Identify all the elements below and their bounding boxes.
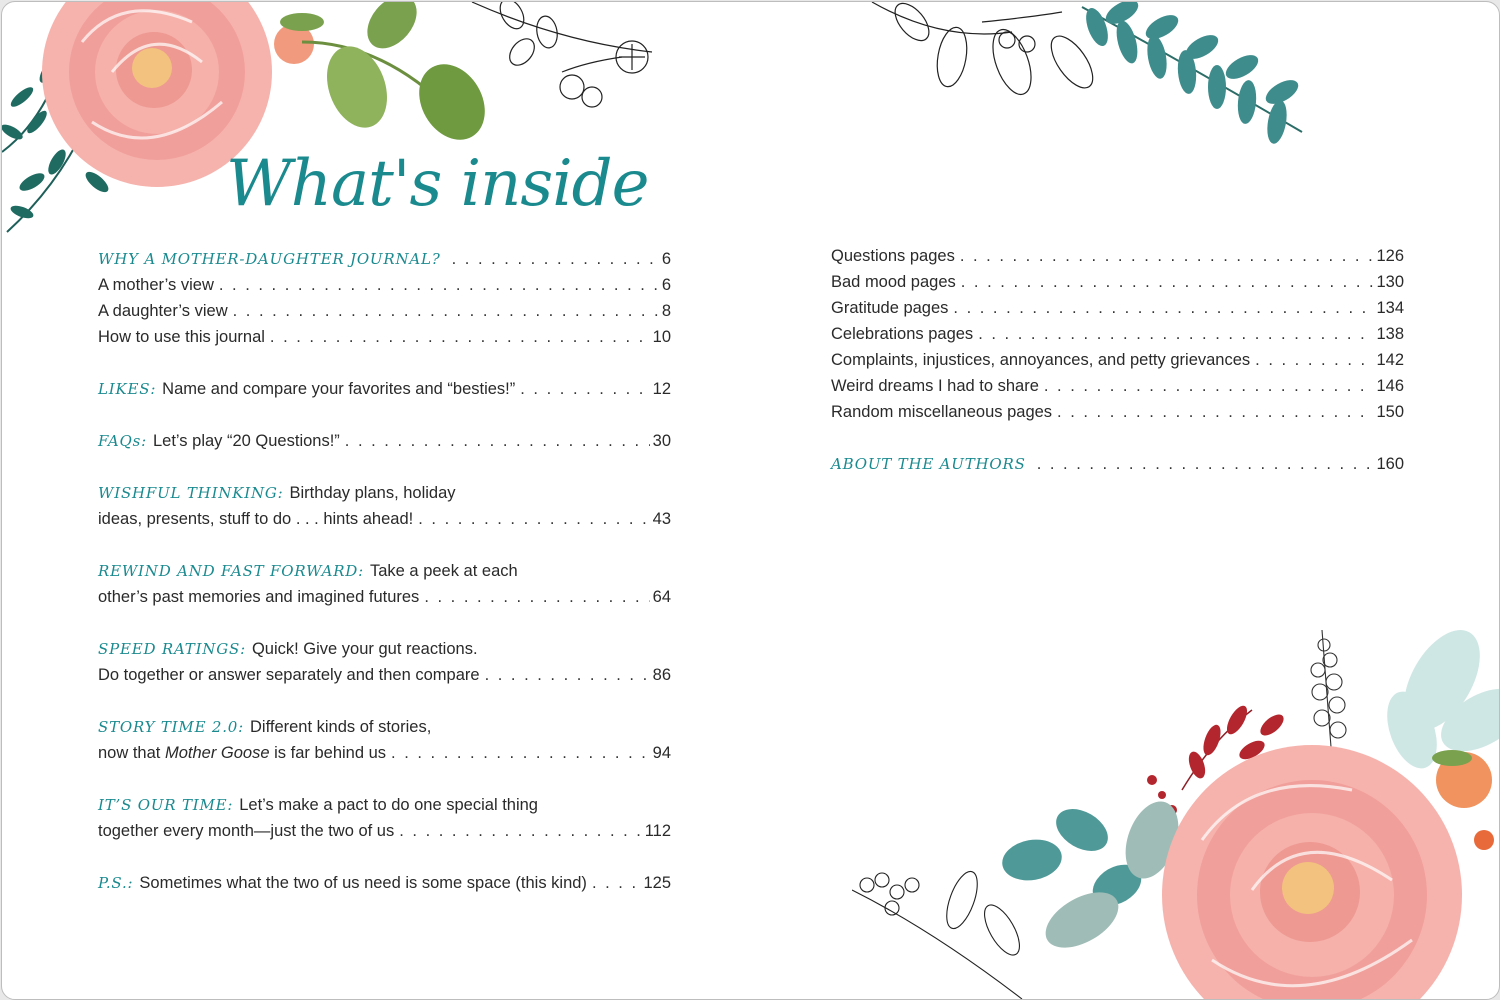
toc-text: is far behind us <box>274 744 387 762</box>
toc-page-number: 64 <box>652 588 671 606</box>
toc-text: Quick! Give your gut reactions. <box>251 640 478 658</box>
toc-page-number: 125 <box>643 874 671 892</box>
toc-entry <box>98 272 671 298</box>
dot-leader <box>960 243 1374 269</box>
toc-text: Celebrations pages <box>831 325 974 343</box>
left-page <box>2 2 752 999</box>
toc-page-number: 43 <box>652 510 671 528</box>
toc-page-number: 94 <box>652 744 671 762</box>
toc-entry <box>98 246 671 272</box>
toc-text: now that <box>98 744 161 762</box>
toc-left-column <box>98 246 671 896</box>
toc-heading: STORY TIME 2.0: <box>98 718 244 736</box>
toc-entry <box>98 376 671 402</box>
dot-leader <box>520 376 649 402</box>
toc-page-number: 12 <box>652 380 671 398</box>
toc-entry <box>831 295 1404 321</box>
dot-leader <box>391 740 650 766</box>
toc-page-number: 86 <box>652 666 671 684</box>
toc-entry <box>98 324 671 350</box>
toc-entry <box>98 298 671 324</box>
toc-text: together every month—just the two of us <box>98 822 395 840</box>
book-spread <box>1 1 1500 1000</box>
toc-text: Let’s make a pact to do one special thing <box>239 796 538 814</box>
toc-text: How to use this journal <box>98 328 265 346</box>
toc-heading: FAQs: <box>98 432 147 450</box>
dot-leader <box>1037 451 1374 477</box>
dot-leader <box>978 321 1373 347</box>
toc-text: Let’s play “20 Questions!” <box>153 432 340 450</box>
toc-text: Questions pages <box>831 247 955 265</box>
toc-page-number: 112 <box>644 822 671 840</box>
toc-text: Sometimes what the two of us need is some space (this kind) <box>139 874 587 892</box>
toc-heading: SPEED RATINGS: <box>98 640 246 658</box>
toc-entry <box>831 373 1404 399</box>
toc-text: A mother’s view <box>98 276 214 294</box>
dot-leader <box>592 870 641 896</box>
toc-page-number: 138 <box>1376 325 1404 343</box>
dot-leader <box>1057 399 1373 425</box>
toc-page-number: 160 <box>1376 455 1404 473</box>
toc-entry <box>831 269 1404 295</box>
toc-heading: ABOUT THE AUTHORS <box>831 455 1026 473</box>
right-page <box>752 2 1499 999</box>
toc-text: Name and compare your favorites and “besties!” <box>162 380 516 398</box>
toc-entry <box>98 636 671 688</box>
dot-leader <box>424 584 649 610</box>
toc-heading: IT’S OUR TIME: <box>98 796 234 814</box>
top-right-foliage-icon <box>862 2 1322 172</box>
toc-entry <box>98 714 671 766</box>
toc-page-number: 30 <box>652 432 671 450</box>
dot-leader <box>961 269 1374 295</box>
dot-leader <box>452 246 659 272</box>
toc-heading: REWIND AND FAST FORWARD: <box>98 562 364 580</box>
toc-text: Gratitude pages <box>831 299 949 317</box>
toc-entry <box>98 428 671 454</box>
toc-text: Different kinds of stories, <box>250 718 432 736</box>
toc-entry <box>831 321 1404 347</box>
dot-leader <box>953 295 1373 321</box>
toc-page-number: 142 <box>1376 351 1404 369</box>
toc-entry <box>831 451 1404 477</box>
toc-entry <box>98 792 671 844</box>
toc-text: Take a peek at each <box>370 562 518 580</box>
toc-page-number: 130 <box>1376 273 1404 291</box>
toc-page-number: 8 <box>661 302 671 320</box>
toc-page-number: 150 <box>1376 403 1404 421</box>
toc-page-number: 6 <box>661 276 671 294</box>
toc-text: ideas, presents, stuff to do . . . hints ahead! <box>98 510 414 528</box>
toc-entry <box>831 347 1404 373</box>
toc-text: Bad mood pages <box>831 273 956 291</box>
toc-text: Weird dreams I had to share <box>831 377 1039 395</box>
dot-leader <box>418 506 649 532</box>
dot-leader <box>219 272 659 298</box>
toc-text: other’s past memories and imagined futures <box>98 588 420 606</box>
toc-entry <box>98 558 671 610</box>
toc-text: A daughter’s view <box>98 302 228 320</box>
toc-heading: P.S.: <box>98 874 134 892</box>
toc-entry <box>98 480 671 532</box>
toc-entry <box>831 243 1404 269</box>
toc-heading: WISHFUL THINKING: <box>98 484 284 502</box>
toc-text-italic: Mother Goose <box>164 744 270 762</box>
dot-leader <box>270 324 650 350</box>
dot-leader <box>399 818 641 844</box>
toc-page-number: 6 <box>661 250 671 268</box>
page-title: What's inside <box>226 147 649 221</box>
toc-text: Complaints, injustices, annoyances, and petty grievances <box>831 351 1251 369</box>
toc-heading: LIKES: <box>98 380 157 398</box>
toc-text: Random miscellaneous pages <box>831 403 1053 421</box>
toc-text: Do together or answer separately and then compare <box>98 666 480 684</box>
toc-text: Birthday plans, holiday <box>289 484 456 502</box>
toc-page-number: 126 <box>1376 247 1404 265</box>
dot-leader <box>485 662 650 688</box>
bottom-right-floral-icon <box>852 630 1499 999</box>
toc-page-number: 146 <box>1376 377 1404 395</box>
toc-heading: WHY A MOTHER-DAUGHTER JOURNAL? <box>98 250 441 268</box>
toc-entry <box>831 399 1404 425</box>
dot-leader <box>233 298 659 324</box>
toc-entry <box>98 870 671 896</box>
dot-leader <box>345 428 650 454</box>
toc-right-column <box>831 243 1404 477</box>
dot-leader <box>1255 347 1373 373</box>
toc-page-number: 134 <box>1376 299 1404 317</box>
dot-leader <box>1044 373 1374 399</box>
toc-page-number: 10 <box>652 328 671 346</box>
